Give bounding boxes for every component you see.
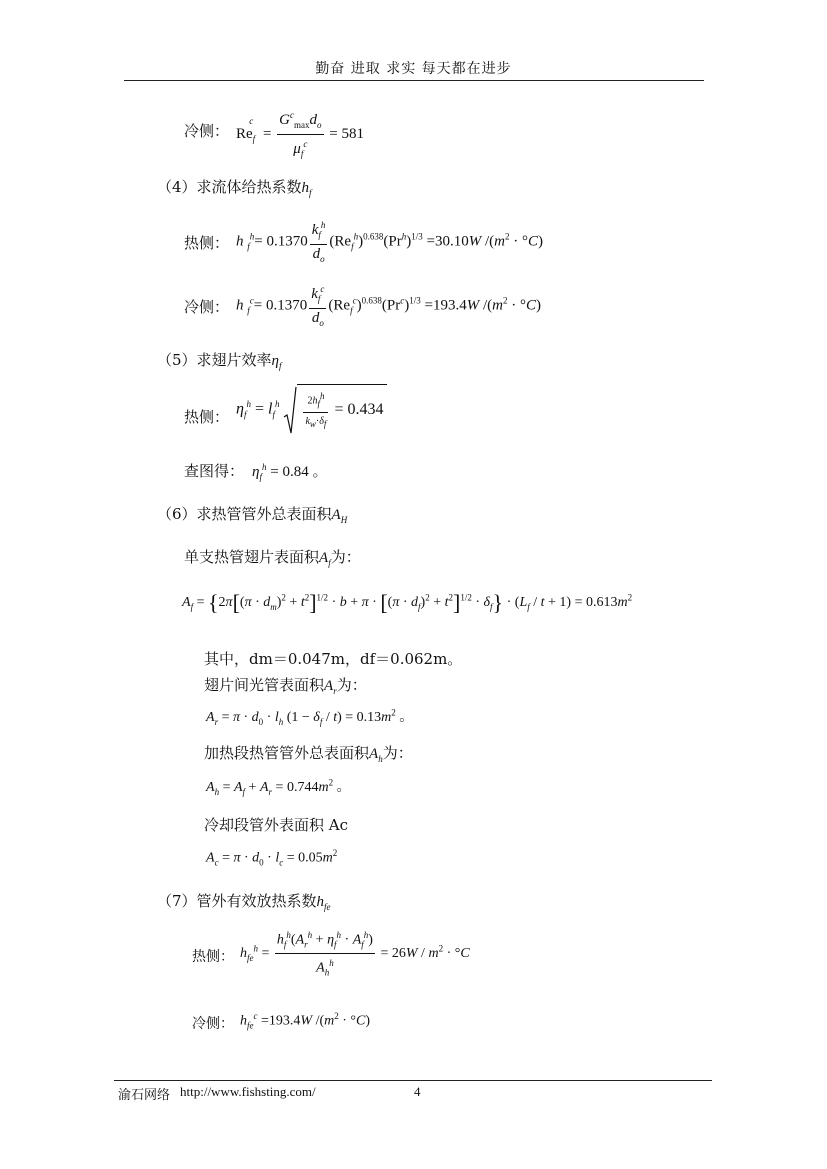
ah-intro-text: 加热段热管管外总表面积: [204, 744, 370, 762]
hf-hot-formula: h $_f^h$= 0.1370 $k_f^h$ $d_o$ $(Re_f^h)^{0.638}(Pr^h)^{1/3} =30.10W$ $/(m^2 \cdot ^\circ C)$: [236, 216, 543, 268]
section-5-text: （5）求翅片效率: [157, 351, 272, 369]
ar-intro-text: 翅片间光管表面积: [204, 676, 325, 694]
ac-value: 0.05: [298, 850, 323, 866]
section-7-heading: （7）管外有效放热系数$h_{fe}$: [157, 892, 331, 912]
hf-cold-label: 冷侧：: [184, 298, 230, 316]
eta-hot-label: 热侧：: [184, 408, 230, 426]
ah-intro: 加热段热管管外总表面积$A_h$为：: [204, 744, 413, 764]
eta-formula: $\eta_f^h = l_f^h$ $2h_f^h$ $k_w\cdot\delta_f$ = 0.434: [236, 384, 387, 435]
footer-url[interactable]: http://www.fishsting.com/: [180, 1084, 316, 1099]
eta-chart-value: 0.84: [282, 464, 309, 480]
header-rule: [124, 80, 704, 81]
page-number: 4: [414, 1084, 421, 1099]
section-4-heading: （4）求流体给热系数$h_f$: [157, 178, 312, 198]
hfe-hot-label: 热侧：: [192, 949, 234, 965]
section-6-text: （6）求热管管外总表面积: [157, 505, 332, 523]
af-intro: 单支热管翅片表面积$A_f$为：: [184, 548, 361, 568]
hfe-cold-label: 冷侧：: [192, 1016, 234, 1032]
ah-value: 0.744: [286, 780, 319, 795]
eta-chart-formula: $\eta_f^h = 0.84$ 。: [252, 462, 328, 482]
ar-intro-suffix: 为：: [336, 676, 367, 694]
af-intro-suffix: 为：: [330, 548, 361, 566]
where-text: 其中，dm＝0.047m，df＝0.062m。: [204, 650, 463, 668]
section-5-heading: （5）求翅片效率$\eta_f$: [157, 351, 282, 371]
af-value: 0.613: [585, 595, 618, 611]
af-intro-text: 单支热管翅片表面积: [184, 548, 320, 566]
cold-re-label: 冷侧：: [184, 122, 230, 140]
cold-re-value: 581: [341, 125, 364, 142]
footer-company: 渝石网络: [118, 1087, 171, 1102]
section-6-heading: （6）求热管管外总表面积$A_H$: [157, 505, 348, 525]
hf-cold-formula: h $_f^c$= 0.1370 $k_f^c$ $d_o$ $(Re_f^c)^{0.638}(Pr^c)^{1/3} =193.4W$ $/(m^2 \cdot ^\circ C)$: [236, 280, 541, 332]
af-formula: $A_f = \{2\pi[(\pi \cdot d_m)^2 + t^2]^{1/2} \cdot b + \pi \cdot [(\pi \cdot d_f)^2 + t^2]^{1/2} \cdot \delta_f\} \cdot (L_f / t + 1) = 0.613m^2$: [182, 590, 633, 615]
hfe-cold-formula: $h_{fe}^c =193.4W$ $/(m^2 \cdot ^\circ C)$: [240, 1011, 371, 1031]
chart-label: 查图得：: [184, 462, 245, 480]
ac-formula: $A_c = \pi \cdot d_0 \cdot l_c = 0.05m^2$: [206, 848, 338, 868]
section-7-text: （7）管外有效放热系数: [157, 892, 317, 910]
sqrt-sign-icon: [283, 385, 297, 435]
hfe-cold-value: 193.4: [268, 1013, 301, 1029]
ah-formula: $A_h = A_f + A_r = 0.744m^2$ 。: [206, 777, 351, 797]
ar-value: 0.13: [356, 710, 382, 725]
hf-cold-value: 193.4: [432, 297, 467, 314]
coef-cold: 0.1370: [265, 297, 308, 314]
coef-hot: 0.1370: [266, 233, 308, 250]
ar-intro: 翅片间光管表面积$A_r$为：: [204, 676, 367, 696]
hf-hot-value: 30.10: [434, 233, 469, 250]
hfe-hot-formula: $h_{fe}^h$ = $h_f^h(A_r^h + \eta_f^h \cdot A_f^h)$ $A_h^h$ = $26W / m^2 \cdot ^\circ C$: [240, 926, 470, 982]
page-header: 勤奋 进取 求实 每天都在进步: [315, 61, 512, 77]
ar-formula: $A_r = \pi \cdot d_0 \cdot l_h$ $(1 - \delta_f / t) = 0.13m^2$ 。: [206, 707, 414, 727]
hfe-hot-value: 26: [391, 946, 406, 962]
eta-value: 0.434: [347, 400, 384, 418]
cold-re-formula: $Re_f^c$ = $G^c_{max}d_o$ $\mu_f^c$ = 581: [236, 106, 364, 163]
footer-rule: [114, 1080, 712, 1081]
section-4-text: （4）求流体给热系数: [157, 178, 302, 196]
ac-intro: 冷却段管外表面积 Ac: [204, 816, 349, 834]
ah-intro-suffix: 为：: [382, 744, 413, 762]
hf-hot-label: 热侧：: [184, 234, 230, 252]
